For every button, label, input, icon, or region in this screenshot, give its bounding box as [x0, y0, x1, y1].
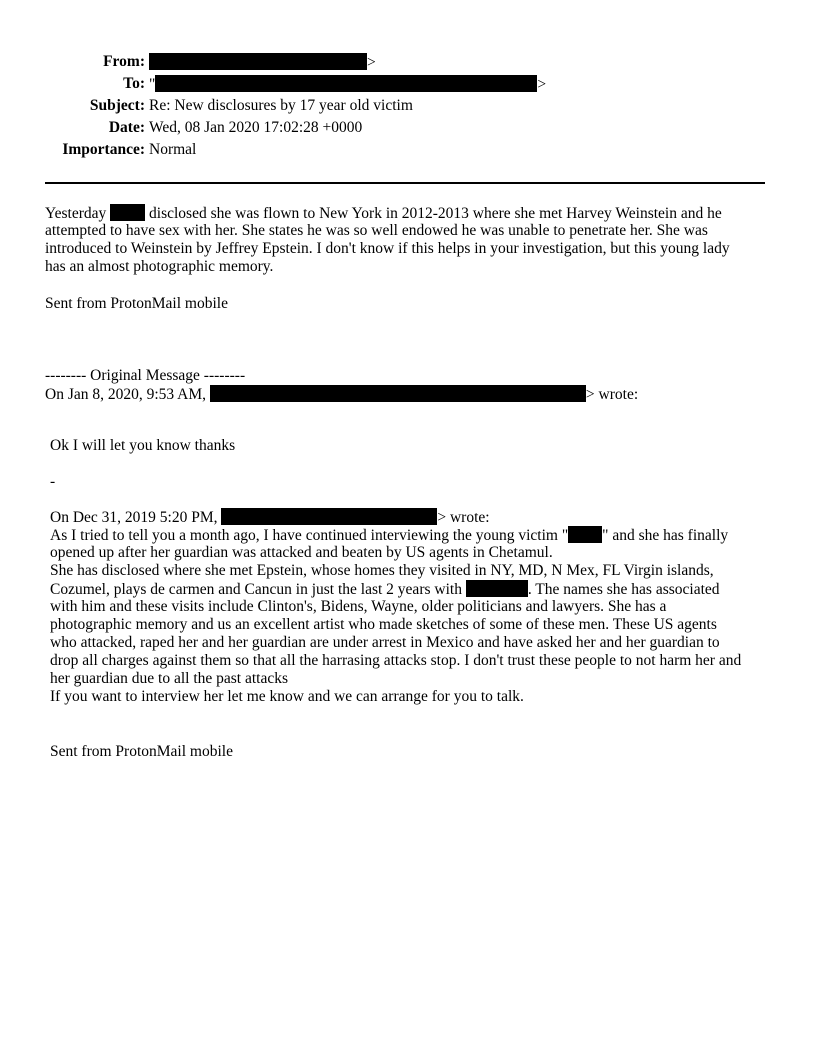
body-line: Yesterday disclosed she was flown to New York in 2012-2013 where she met Harvey Weinstein and he — [45, 205, 722, 222]
quote-line: She has disclosed where she met Epstein, whose homes they visited in NY, MD, N Mex, FL Virgin islands, — [50, 562, 714, 579]
quote-line: opened up after her guardian was attacked and beaten by US agents in Chetamul. — [50, 544, 553, 561]
quote-line: with him and these visits include Clinton's, Bidens, Wayne, older politicians and lawyers. She has a — [50, 598, 667, 615]
date-label: Date: — [108, 119, 145, 136]
redaction-box — [149, 53, 367, 70]
importance-row — [0, 141, 816, 159]
quote-attribution: On Dec 31, 2019 5:20 PM, > wrote: — [50, 509, 490, 526]
reply-text: Ok I will let you know thanks — [50, 437, 236, 454]
original-message-divider: -------- Original Message -------- — [45, 367, 246, 384]
to-row — [0, 75, 816, 93]
redaction-box — [221, 508, 437, 525]
body-line: attempted to have sex with her. She states he was so well endowed he was unable to penetrate her. She was — [45, 222, 708, 239]
body-line: introduced to Weinstein by Jeffrey Epstein. I don't know if this helps in your investigation, but this young lady — [45, 240, 730, 257]
quote-line: Cozumel, plays de carmen and Cancun in just the last 2 years with . The names she has associated — [50, 581, 720, 598]
quote-line: her guardian due to all the past attacks — [50, 670, 289, 687]
original-attribution: On Jan 8, 2020, 9:53 AM, > wrote: — [45, 386, 639, 403]
importance-value: Normal — [149, 141, 197, 158]
subject-label: Subject: — [89, 97, 145, 114]
quote-line: As I tried to tell you a month ago, I have continued interviewing the young victim " " and she has finally — [50, 527, 729, 544]
subject-row — [0, 97, 816, 115]
quote-line: who attacked, raped her and her guardian are under arrest in Mexico and have asked her and her guardian to — [50, 634, 720, 651]
redaction-box — [210, 385, 586, 402]
quote-line: photographic memory and us an excellent artist who made sketches of some of these men. These US agents — [50, 616, 717, 633]
date-row — [0, 119, 816, 137]
importance-label: Importance: — [62, 141, 145, 158]
redaction-box — [110, 204, 145, 221]
body-line: has an almost photographic memory. — [45, 258, 274, 275]
to-suffix: > — [537, 76, 547, 93]
redaction-box — [568, 526, 602, 543]
signature: Sent from ProtonMail mobile — [45, 295, 228, 312]
date-value: Wed, 08 Jan 2020 17:02:28 +0000 — [149, 119, 363, 136]
from-row — [0, 53, 816, 71]
quote-line: If you want to interview her let me know and we can arrange for you to talk. — [50, 688, 524, 705]
to-label: To: — [123, 75, 145, 92]
redaction-box — [155, 75, 537, 92]
signature: Sent from ProtonMail mobile — [50, 743, 233, 760]
from-label: From: — [103, 53, 145, 70]
from-suffix: > — [367, 54, 376, 71]
redaction-box — [466, 580, 528, 597]
to-prefix: " — [149, 76, 156, 93]
quote-line: drop all charges against them so that all the harrasing attacks stop. I don't trust these people to not harm her and — [50, 652, 742, 669]
dash-separator: - — [50, 473, 56, 490]
subject-value: Re: New disclosures by 17 year old victim — [149, 97, 413, 114]
header-divider — [45, 182, 765, 184]
